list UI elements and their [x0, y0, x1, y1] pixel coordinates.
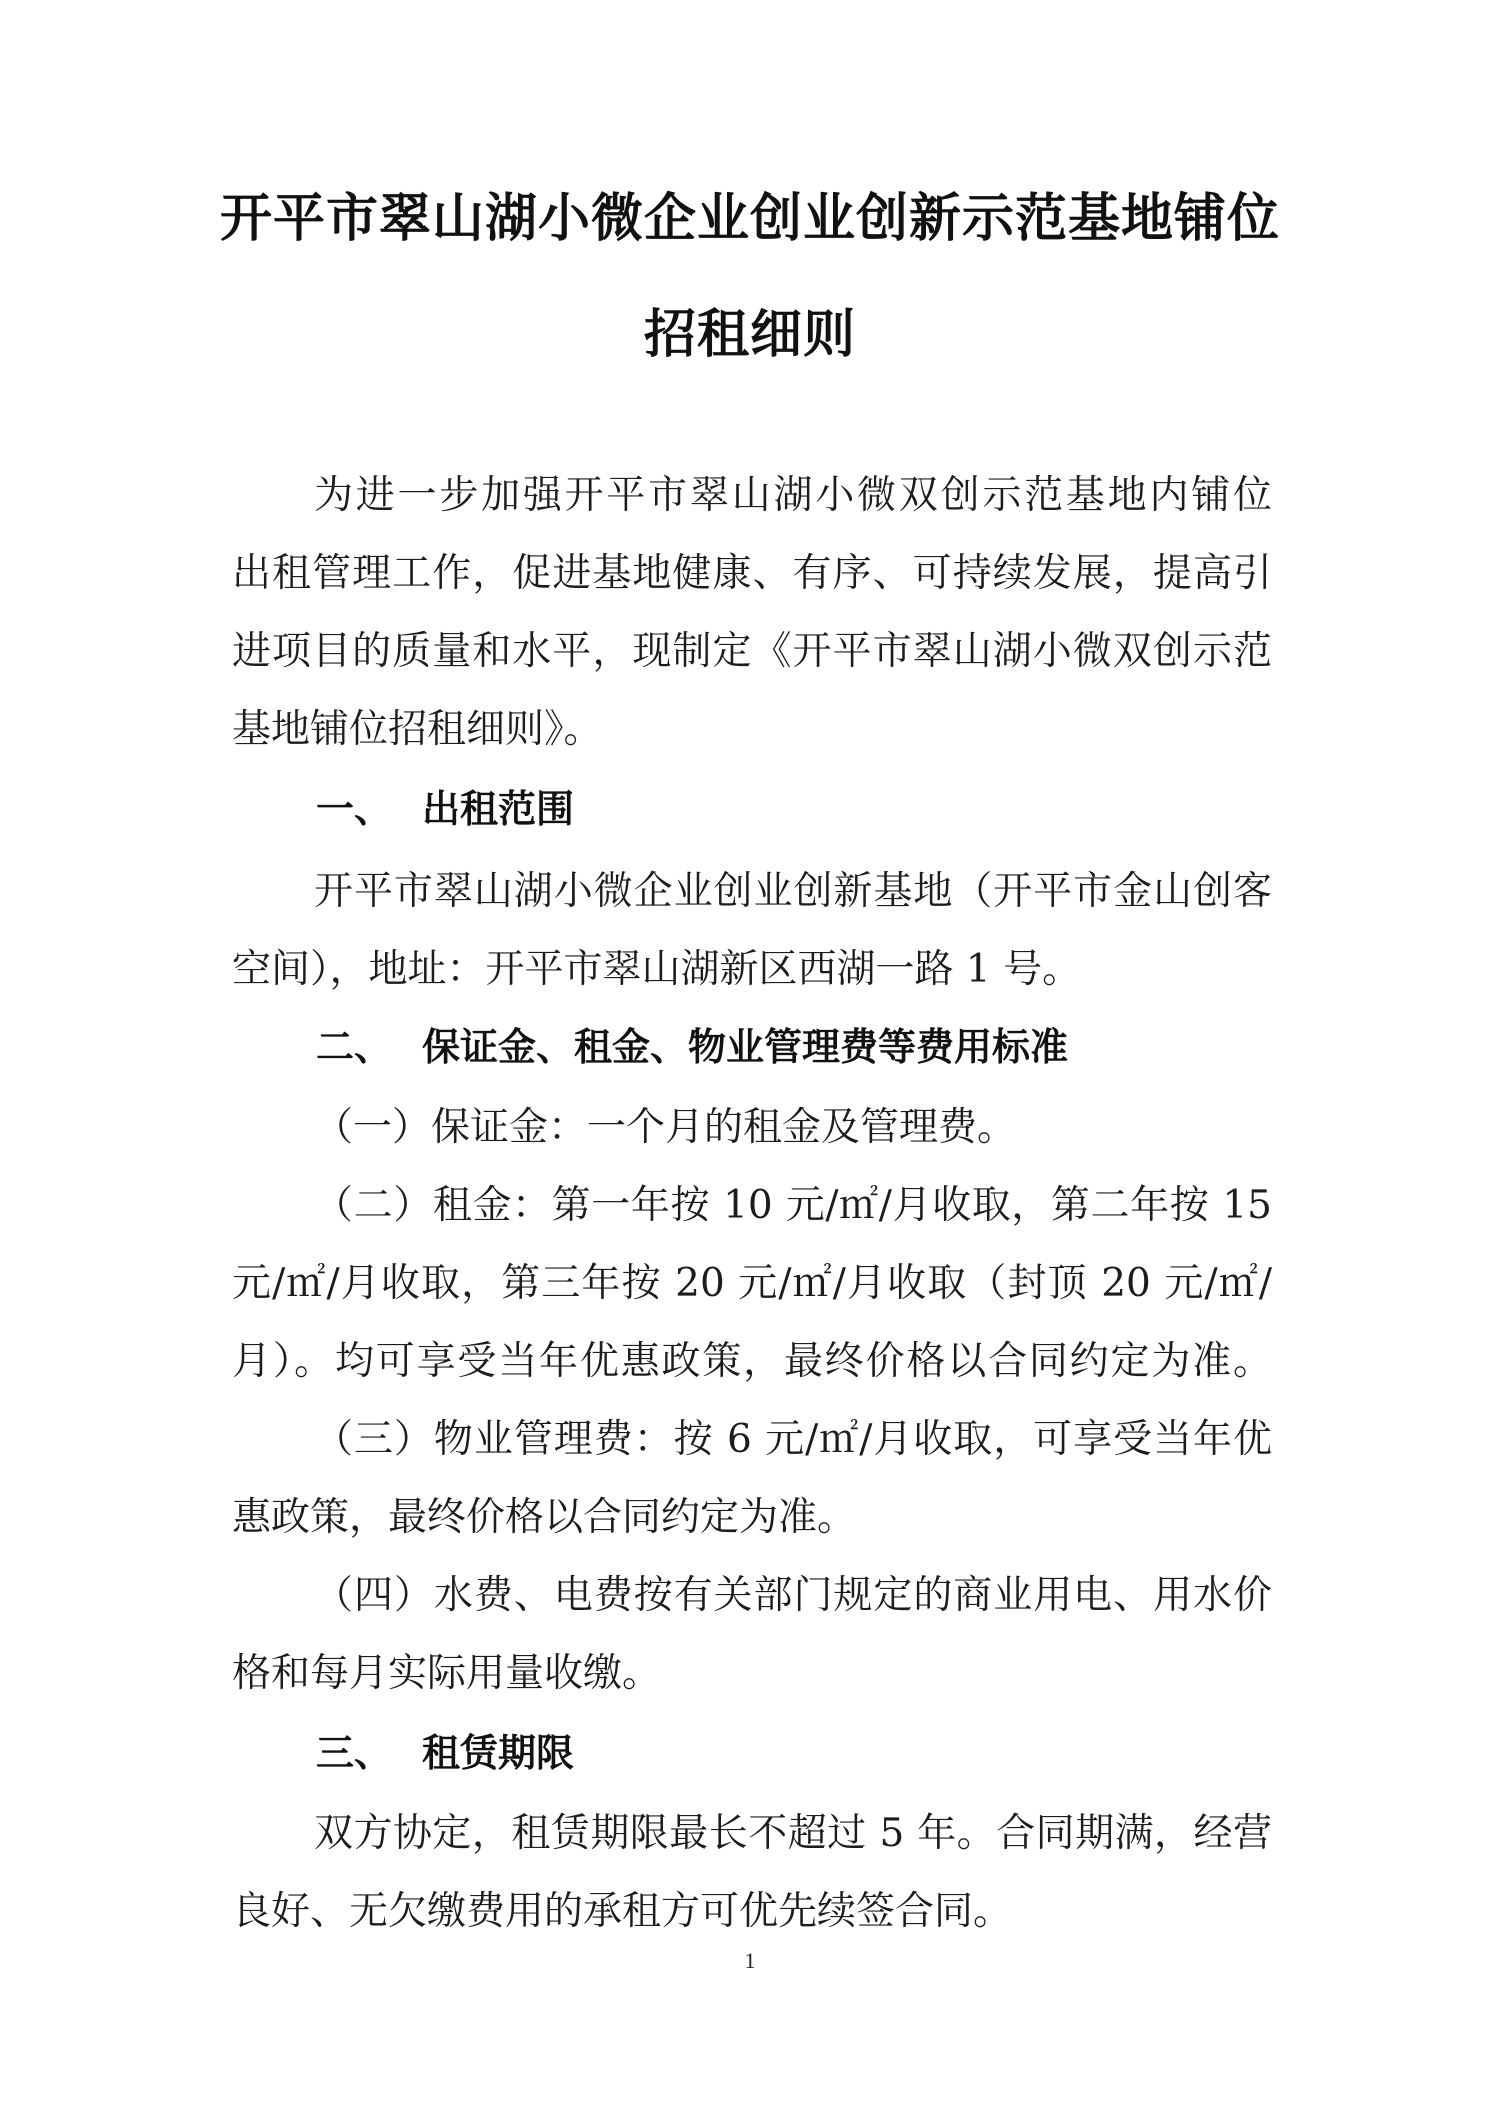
section2-heading [316, 1025, 1069, 1069]
section1-heading-text: 出租范围 [422, 787, 575, 831]
section2-item4-line2: 格和每月实际用量收缴。 [232, 1651, 662, 1696]
section3-heading-text: 租赁期限 [422, 1731, 575, 1775]
section3-line-1: 双方协定，租赁期限最长不超过 5 年。合同期满，经营 [314, 1811, 1272, 1856]
section2-item2-line3: 月）。均可享受当年优惠政策，最终价格以合同约定为准。 [232, 1339, 1272, 1384]
document-title-line2: 招租细则 [643, 305, 856, 365]
intro-line-3: 进项目的质量和水平，现制定《开平市翠山湖小微双创示范 [232, 629, 1272, 674]
page-number: 1 [744, 1948, 756, 1973]
section2-item2-line2: 元/㎡/月收取，第三年按 20 元/㎡/月收取（封顶 20 元/㎡/ [232, 1261, 1272, 1306]
section2-item3-line1: （三）物业管理费：按 6 元/㎡/月收取，可享受当年优 [314, 1417, 1272, 1462]
document-title-line1: 开平市翠山湖小微企业创业创新示范基地铺位 [219, 189, 1280, 249]
section1-number: 一、 [316, 787, 393, 831]
section1-heading [316, 787, 575, 831]
intro-line-1: 为进一步加强开平市翠山湖小微双创示范基地内铺位 [314, 473, 1272, 518]
section2-item3-line2: 惠政策，最终价格以合同约定为准。 [232, 1495, 857, 1540]
section2-item2-line1: （二）租金：第一年按 10 元/㎡/月收取，第二年按 15 [314, 1183, 1272, 1228]
intro-line-4: 基地铺位招租细则》。 [232, 707, 603, 752]
section3-line-2: 良好、无欠缴费用的承租方可优先续签合同。 [232, 1889, 1013, 1934]
section3-number: 三、 [316, 1731, 393, 1775]
section1-line-2: 空间），地址：开平市翠山湖新区西湖一路 1 号。 [232, 947, 1082, 992]
section1-line-1: 开平市翠山湖小微企业创业创新基地（开平市金山创客 [314, 869, 1272, 914]
section2-heading-text: 保证金、租金、物业管理费等费用标准 [422, 1025, 1069, 1069]
section2-number: 二、 [316, 1025, 393, 1069]
section3-heading [316, 1731, 575, 1775]
intro-line-2: 出租管理工作，促进基地健康、有序、可持续发展，提高引 [232, 551, 1272, 596]
section2-item1: （一）保证金：一个月的租金及管理费。 [314, 1105, 1017, 1150]
section2-item4-line1: （四）水费、电费按有关部门规定的商业用电、用水价 [314, 1573, 1272, 1618]
